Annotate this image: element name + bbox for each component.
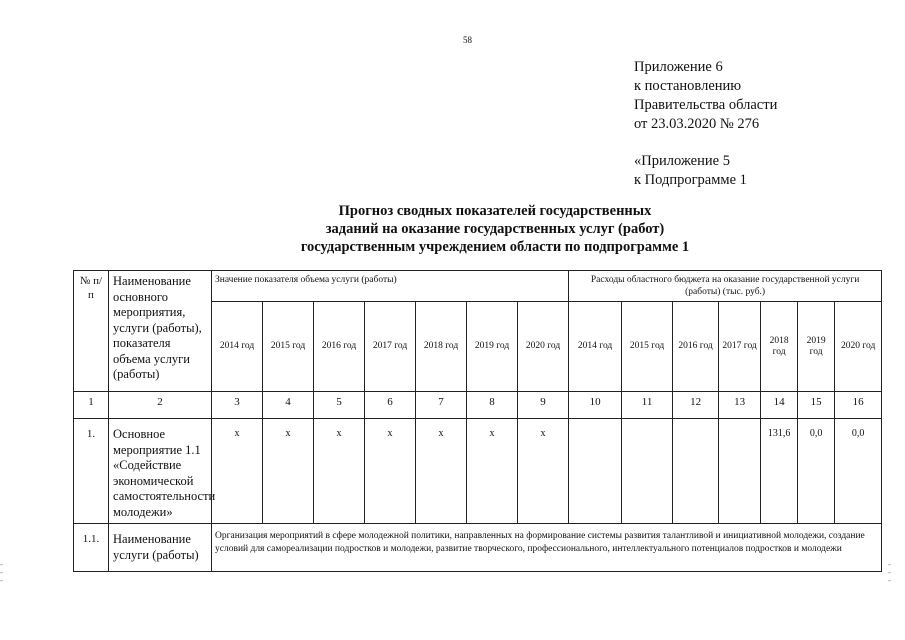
volume-year: 2016 год bbox=[314, 302, 365, 392]
appendix-block bbox=[634, 58, 777, 190]
column-index: 15 bbox=[798, 392, 835, 419]
expense-year: 2015 год bbox=[622, 302, 673, 392]
appendix-line: Правительства области bbox=[634, 97, 778, 113]
volume-value: x bbox=[365, 419, 416, 524]
document-title bbox=[230, 202, 760, 256]
expense-year: 2016 год bbox=[673, 302, 719, 392]
expense-value bbox=[569, 419, 622, 524]
row-num: 1.1. bbox=[74, 524, 109, 572]
expense-year: 2018 год bbox=[761, 302, 798, 392]
header-num: № п/п bbox=[74, 271, 109, 392]
volume-year: 2020 год bbox=[518, 302, 569, 392]
volume-year: 2017 год bbox=[365, 302, 416, 392]
column-index: 7 bbox=[416, 392, 467, 419]
column-index: 12 bbox=[673, 392, 719, 419]
spacer bbox=[634, 134, 777, 152]
appendix-line: к постановлению bbox=[634, 78, 742, 94]
row-num: 1. bbox=[74, 419, 109, 524]
volume-year: 2014 год bbox=[212, 302, 263, 392]
appendix-line: от 23.03.2020 № 276 bbox=[634, 116, 760, 132]
expense-year: 2017 год bbox=[719, 302, 761, 392]
expense-value bbox=[673, 419, 719, 524]
forecast-table bbox=[73, 270, 882, 572]
expense-value bbox=[622, 419, 673, 524]
expense-year: 2020 год bbox=[835, 302, 882, 392]
column-index: 6 bbox=[365, 392, 416, 419]
header-volume-group: Значение показателя объема услуги (работы) bbox=[212, 271, 569, 302]
appendix-line: Приложение 6 bbox=[634, 59, 723, 75]
column-index: 9 bbox=[518, 392, 569, 419]
header-row bbox=[74, 271, 882, 302]
header-name: Наименование основного мероприятия, услуги (работы), показателя объема услуги (работы) bbox=[109, 271, 212, 392]
column-index: 13 bbox=[719, 392, 761, 419]
title-line: заданий на оказание государственных услуг (работ) bbox=[325, 221, 665, 237]
table-row bbox=[74, 419, 882, 524]
column-index: 4 bbox=[263, 392, 314, 419]
appendix-line: к Подпрограмме 1 bbox=[634, 172, 747, 188]
appendix-line: «Приложение 5 bbox=[634, 153, 730, 169]
column-index: 10 bbox=[569, 392, 622, 419]
expense-value bbox=[719, 419, 761, 524]
volume-value: x bbox=[416, 419, 467, 524]
column-index: 11 bbox=[622, 392, 673, 419]
scan-mark-left: - - - bbox=[0, 559, 3, 585]
column-index: 8 bbox=[467, 392, 518, 419]
expense-value: 131,6 bbox=[761, 419, 798, 524]
column-index: 16 bbox=[835, 392, 882, 419]
column-index: 14 bbox=[761, 392, 798, 419]
column-index-row bbox=[74, 392, 882, 419]
volume-value: x bbox=[212, 419, 263, 524]
scan-mark-right: - - - bbox=[888, 559, 891, 585]
title-line: Прогноз сводных показателей государственных bbox=[338, 203, 652, 219]
service-description: Организация мероприятий в сфере молодежной политики, направленных на формирование системы развития талантливой и инициативной молодежи, создание условий для самореализации подростков и молодежи, развитие творческого, профессионального, интеллектуального потенциалов подростков и молодежи bbox=[212, 524, 882, 572]
volume-year: 2019 год bbox=[467, 302, 518, 392]
column-index: 2 bbox=[109, 392, 212, 419]
row-name: Наименование услуги (работы) bbox=[109, 524, 212, 572]
expense-year: 2014 год bbox=[569, 302, 622, 392]
expense-year: 2019 год bbox=[798, 302, 835, 392]
expense-value: 0,0 bbox=[798, 419, 835, 524]
volume-value: x bbox=[518, 419, 569, 524]
expense-value: 0,0 bbox=[835, 419, 882, 524]
volume-value: x bbox=[263, 419, 314, 524]
column-index: 5 bbox=[314, 392, 365, 419]
page-number: 58 bbox=[463, 35, 472, 45]
title-line: государственным учреждением области по подпрограмме 1 bbox=[300, 239, 690, 255]
table-row bbox=[74, 524, 882, 572]
column-index: 3 bbox=[212, 392, 263, 419]
volume-year: 2015 год bbox=[263, 302, 314, 392]
volume-value: x bbox=[467, 419, 518, 524]
header-expense-group: Расходы областного бюджета на оказание государственной услуги (работы) (тыс. руб.) bbox=[569, 271, 882, 302]
column-index: 1 bbox=[74, 392, 109, 419]
volume-value: x bbox=[314, 419, 365, 524]
row-name: Основное мероприятие 1.1 «Содействие экономической самостоятельности молодежи» bbox=[109, 419, 212, 524]
volume-year: 2018 год bbox=[416, 302, 467, 392]
